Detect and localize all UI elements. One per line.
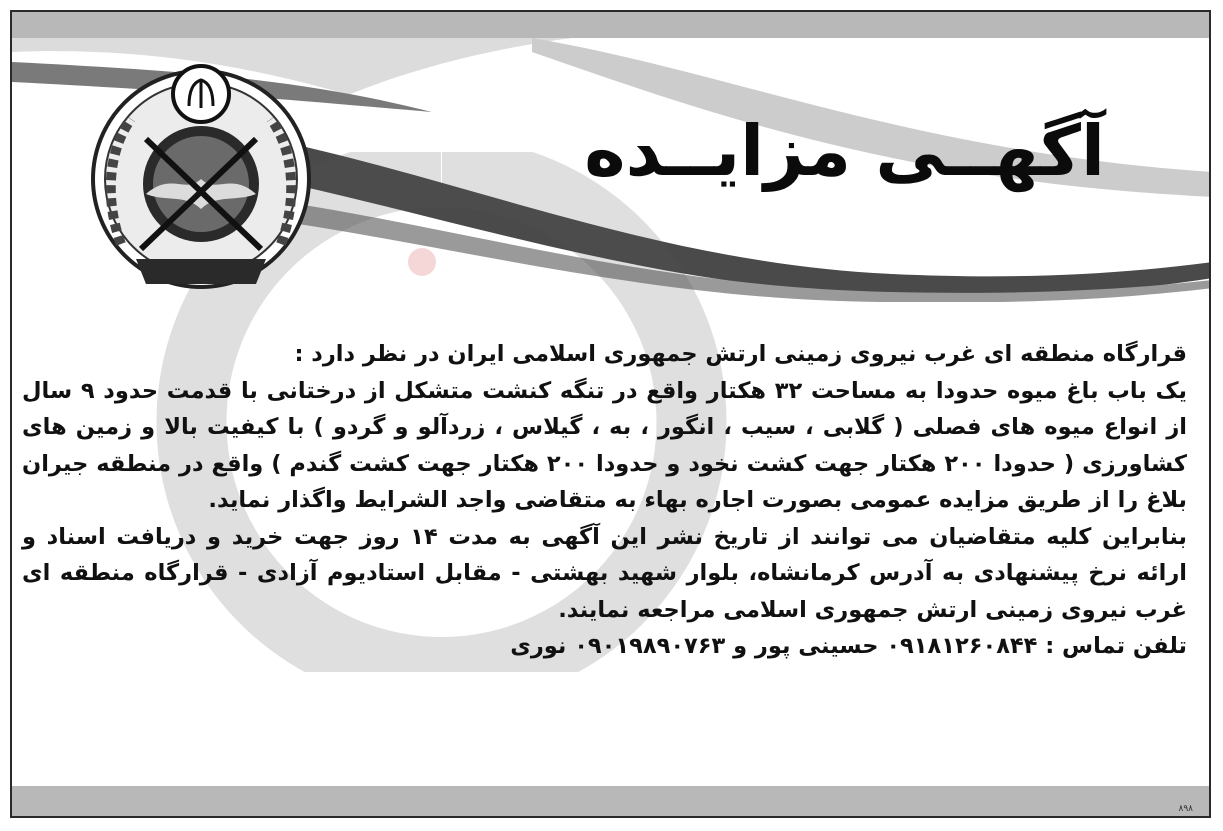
- ad-description: یک باب باغ میوه حدودا به مساحت ۳۲ هکتار واقع در تنگه کنشت متشکل از درختانی با قدمت حدود ۹ سال از انواع میوه های فصلی ( گلابی ، سیب ، انگور ، به ، گیلاس ، زردآلو و گردو ) با کیفیت بالا و زمین های کشاورزی ( حدودا ۲۰۰ هکتار جهت کشت نخود و حدودا ۲۰۰ هکتار جهت کشت گندم ) واقع در منطقه جیران بلاغ را از طریق مزایده عمومی بصورت اجاره بهاء به متقاضی واجد الشرایط واگذار نماید.: [22, 377, 1188, 513]
- bottom-bar: [12, 786, 1209, 816]
- advertisement: [10, 10, 1211, 818]
- ad-contact: تلفن تماس : ۰۹۱۸۱۲۶۰۸۴۴ حسینی پور و ۰۹۰۱۹۸۹۰۷۶۳ نوری: [510, 633, 1187, 659]
- ad-body: [22, 336, 1187, 665]
- ad-number: ۸۹۸: [1178, 804, 1193, 814]
- ad-intro: قرارگاه منطقه ای غرب نیروی زمینی ارتش جمهوری اسلامی ایران در نظر دارد :: [294, 341, 1187, 367]
- army-emblem-icon: [76, 44, 326, 294]
- ad-title: آگهــی مزایــده: [584, 110, 1105, 192]
- ad-instructions: بنابراین کلیه متقاضیان می توانند از تاریخ نشر این آگهی به مدت ۱۴ روز جهت خرید و دریافت اسناد و ارائه نرخ پیشنهادی به آدرس کرمانشاه، بلوار شهید بهشتی - مقابل استادیوم آزادی - قرارگاه منطقه ای غرب نیروی زمینی ارتش جمهوری اسلامی مراجعه نمایند.: [22, 523, 1187, 623]
